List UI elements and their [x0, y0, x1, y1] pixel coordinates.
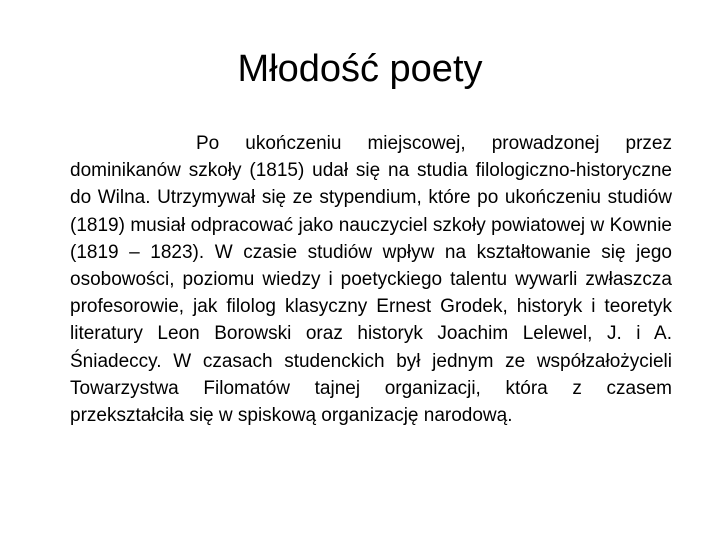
slide-title: Młodość poety	[237, 48, 483, 90]
slide-body-paragraph	[70, 130, 672, 429]
paragraph-text: Po ukończeniu miejscowej, prowadzonej przez dominikanów szkoły (1815) udał się na studia filologiczno-historyczne do Wilna. Utrzymywał się ze stypendium, które po ukończeniu studiów (1819) musiał odpracować jako nauczyciel szkoły powiatowej w Kownie (1819 – 1823). W czasie studiów wpływ na kształtowanie się jego osobowości, poziomu wiedzy i poetyckiego talentu wywarli zwłaszcza profesorowie, jak filolog klasyczny Ernest Grodek, historyk i teoretyk literatury Leon Borowski oraz historyk Joachim Lelewel, J. i A. Śniadeccy. W czasach studenckich był jednym ze współzałożycieli Towarzystwa Filomatów tajnej organizacji, która z czasem przekształciła się w spiskową organizację narodową.	[70, 133, 672, 427]
